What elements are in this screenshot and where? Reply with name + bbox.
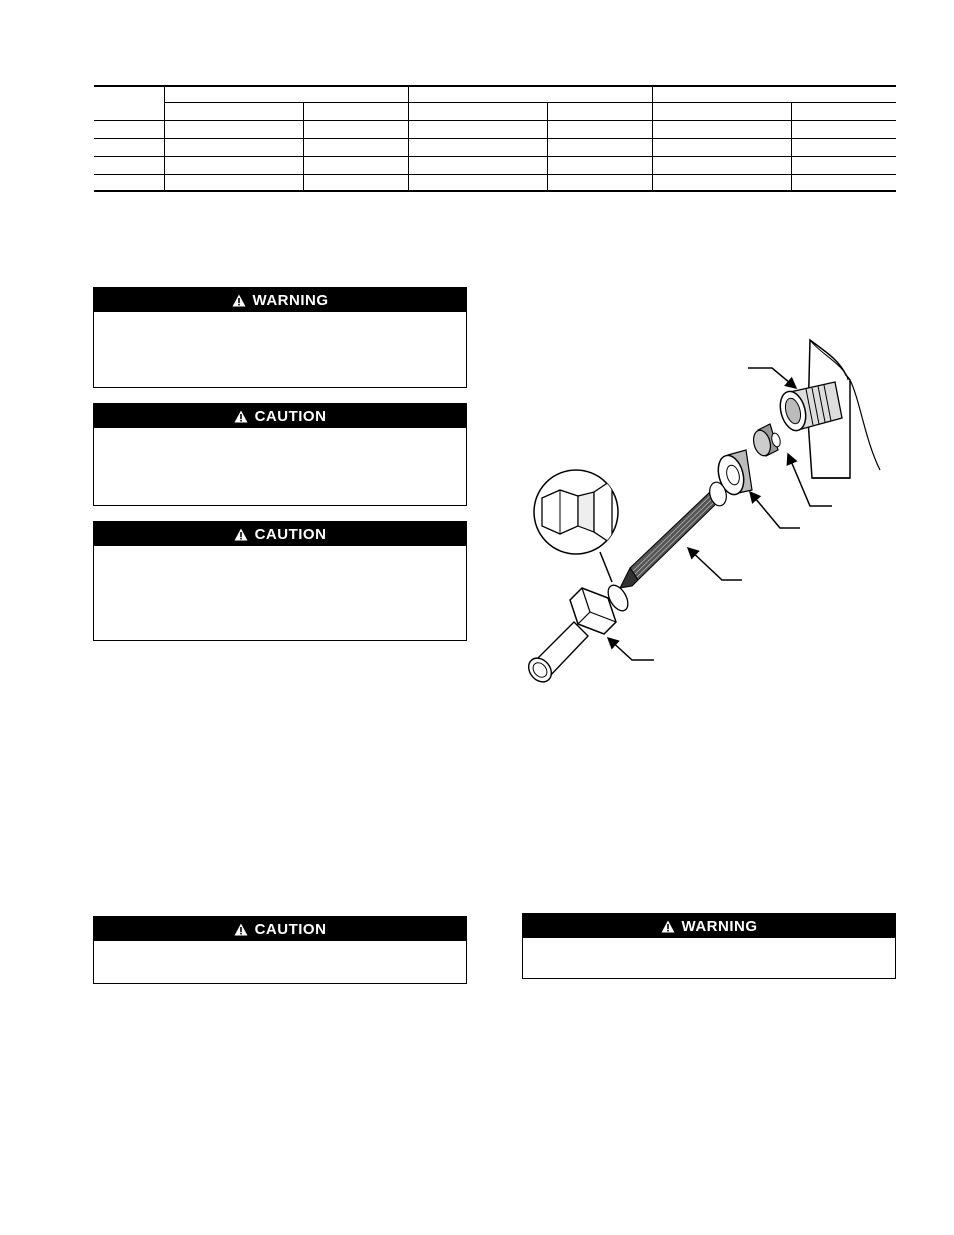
leader-pipe-nipple [748, 368, 796, 388]
union-nut [524, 582, 632, 687]
table-rule [94, 85, 896, 87]
table-col-rule [164, 85, 165, 192]
table-rule [94, 156, 896, 157]
table-rule [94, 190, 896, 192]
table-rule [164, 102, 896, 103]
warning-text [94, 312, 466, 324]
alert-triangle-icon [234, 923, 248, 936]
caution-box [93, 403, 467, 506]
warning-header [94, 288, 466, 312]
signal-word: CAUTION [254, 525, 327, 543]
alert-triangle-icon [661, 920, 675, 933]
table-col-rule [791, 102, 792, 192]
table-col-rule [408, 85, 409, 192]
leader-union-nut [608, 638, 654, 660]
table-rule [94, 138, 896, 139]
alert-triangle-icon [232, 294, 246, 307]
orifice [751, 424, 782, 458]
caution-box [93, 521, 467, 641]
detail-inset [534, 470, 618, 582]
warning-text [523, 938, 895, 950]
alert-triangle-icon [234, 410, 248, 423]
spec-table [94, 85, 896, 192]
caution-text [94, 546, 466, 558]
caution-header [94, 404, 466, 428]
signal-word: WARNING [681, 917, 758, 935]
alert-triangle-icon [234, 528, 248, 541]
burner-assembly-figure [520, 330, 900, 700]
table-col-rule [652, 85, 653, 192]
caution-text [94, 941, 466, 953]
table-col-rule [547, 102, 548, 192]
table-rule [94, 120, 896, 121]
caution-header [94, 522, 466, 546]
caution-text [94, 428, 466, 440]
warning-box [93, 287, 467, 388]
caution-header [94, 917, 466, 941]
table-col-rule [303, 102, 304, 192]
signal-word: CAUTION [254, 920, 327, 938]
caution-box [93, 916, 467, 984]
signal-word: WARNING [252, 291, 329, 309]
signal-word: CAUTION [254, 407, 327, 425]
leader-retaining-ring [750, 492, 800, 528]
warning-header [523, 914, 895, 938]
warning-box [522, 913, 896, 979]
burner-assembly-drawing [520, 330, 900, 700]
leader-cleaning-brush [688, 548, 742, 580]
table-rule [94, 174, 896, 175]
